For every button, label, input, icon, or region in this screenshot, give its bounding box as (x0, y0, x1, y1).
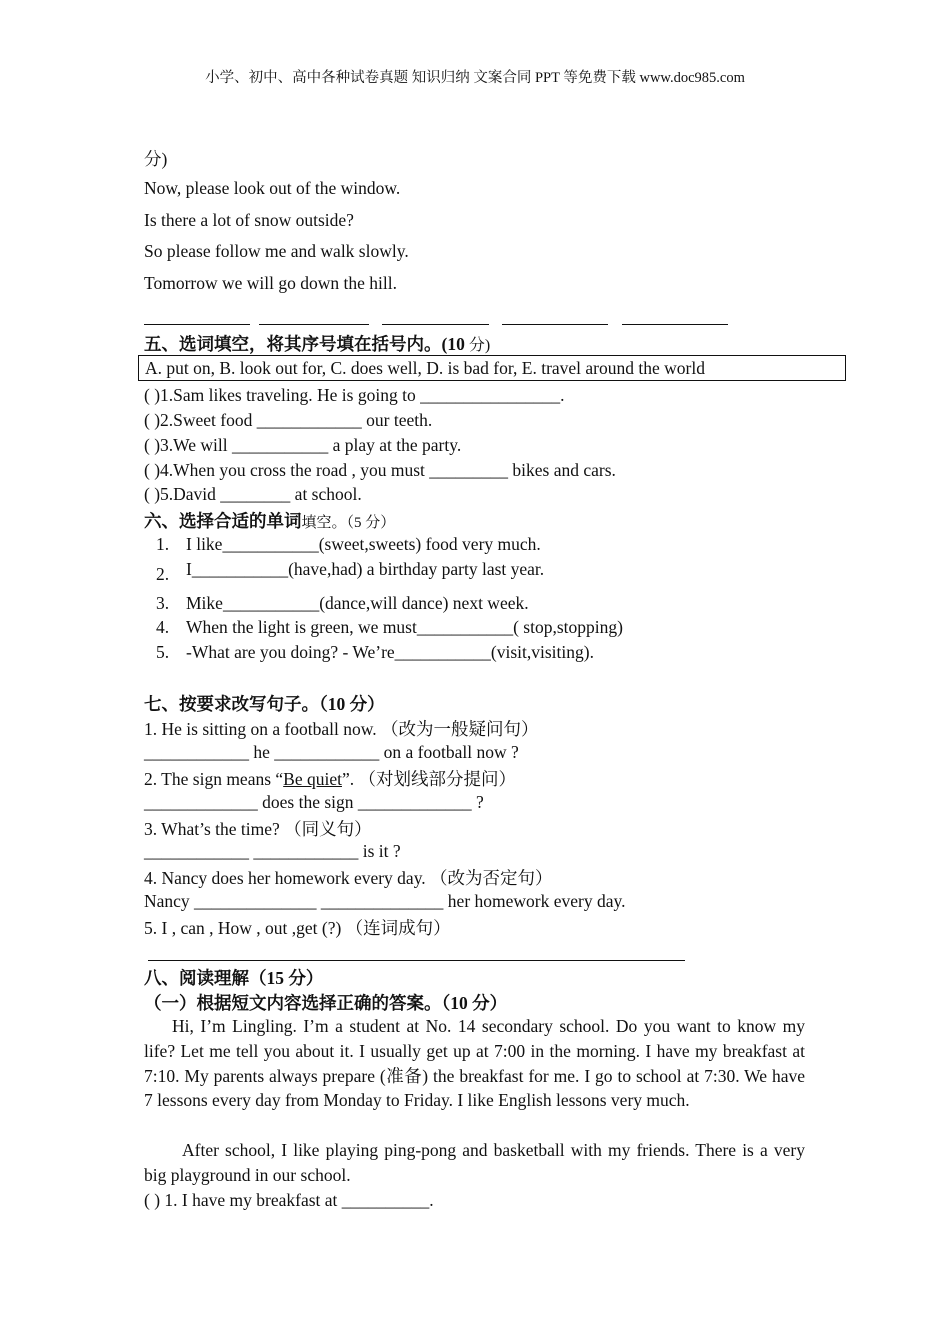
question-item: 3. What’s the time? （同义句） (144, 819, 372, 839)
section-8-title: 八、阅读理解（15 分） (144, 968, 324, 988)
blank-line[interactable] (622, 324, 728, 325)
poem-line: Is there a lot of snow outside? (144, 210, 354, 230)
question-item: ( )1.Sam likes traveling. He is going to ________________. (144, 385, 565, 405)
word-options-box: A. put on, B. look out for, C. does well, D. is bad for, E. travel around the world (138, 355, 846, 381)
answer-line: Nancy ______________ ______________ her homework every day. (144, 891, 626, 911)
question-item: 1. I like___________(sweet,sweets) food very much. (156, 534, 541, 554)
question-item: ( )4.When you cross the road , you must _________ bikes and cars. (144, 460, 616, 480)
page-header: 小学、初中、高中各种试卷真题 知识归纳 文案合同 PPT 等免费下载 www.doc985.com (205, 70, 745, 86)
question-item: 2. I___________(have,had) a birthday party last year. (156, 559, 545, 584)
blank-line[interactable] (144, 324, 250, 325)
section-5-title: 五、选词填空，将其序号填在括号内。(10 分) (144, 334, 491, 354)
blank-line[interactable] (382, 324, 489, 325)
section-8-subtitle: （一）根据短文内容选择正确的答案。（10 分） (144, 993, 508, 1013)
question-item: 2. The sign means “Be quiet”. （对划线部分提问） (144, 769, 517, 789)
poem-line: Now, please look out of the window. (144, 178, 401, 198)
poem-line: Tomorrow we will go down the hill. (144, 273, 397, 293)
answer-blank-long[interactable] (148, 960, 685, 961)
question-item: 4. Nancy does her homework every day. （改为否定句） (144, 868, 553, 888)
question-item: 5. I , can , How , out ,get (?) （连词成句） (144, 918, 451, 938)
question-item: ( ) 1. I have my breakfast at __________. (144, 1190, 434, 1210)
reading-paragraph: After school, I like playing ping-pong and basketball with my friends. There is a very big playground in our school. (144, 1140, 805, 1185)
blank-line[interactable] (259, 324, 369, 325)
poem-line: So please follow me and walk slowly. (144, 241, 409, 261)
question-item: 5. -What are you doing? - We’re___________(visit,visiting). (156, 642, 594, 662)
question-item: ( )2.Sweet food ____________ our teeth. (144, 410, 433, 430)
answer-line: _____________ does the sign _____________ ? (144, 792, 484, 812)
score-continuation: 分) (144, 149, 168, 169)
question-item: 3. Mike___________(dance,will dance) next week. (156, 593, 529, 613)
reading-paragraph: Hi, I’m Lingling. I’m a student at No. 14 secondary school. Do you want to know my life? Let me tell you about it. I usually get up at 7:00 in the morning. I have my breakfast at 7:10. My parents always prepare (准备) the breakfast for me. I go to school at 7:30. We have 7 lessons every day from Monday to Friday. I like English lessons very much. (144, 1016, 805, 1111)
question-item: ( )3.We will ___________ a play at the party. (144, 435, 462, 455)
answer-line: ____________ ____________ is it ? (144, 841, 401, 861)
blank-line[interactable] (502, 324, 608, 325)
underlined-phrase: Be quiet (283, 769, 342, 789)
question-item: 1. He is sitting on a football now. （改为一般疑问句） (144, 719, 539, 739)
section-7-title: 七、按要求改写句子。（10 分） (144, 694, 385, 714)
section-6-title: 六、选择合适的单词填空。（5 分） (144, 511, 396, 531)
question-item: ( )5.David ________ at school. (144, 484, 362, 504)
question-item: 4. When the light is green, we must___________( stop,stopping) (156, 617, 623, 637)
answer-line: ____________ he ____________ on a football now ? (144, 742, 519, 762)
